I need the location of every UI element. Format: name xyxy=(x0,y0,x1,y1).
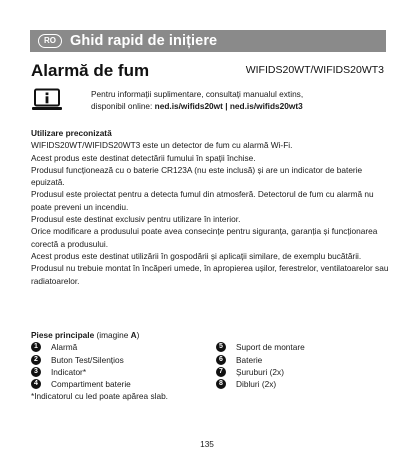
banner-title: Ghid rapid de inițiere xyxy=(70,33,218,49)
info-prefix: disponibil online: xyxy=(91,100,155,111)
list-item xyxy=(216,354,391,366)
main-parts-heading xyxy=(31,329,391,341)
manual-link-wt3[interactable]: ned.is/wifids20wt3 xyxy=(229,100,303,111)
list-item xyxy=(31,366,216,378)
number-badge: 6 xyxy=(216,355,226,365)
number-badge: 7 xyxy=(216,367,226,377)
info-text xyxy=(91,89,391,112)
list-item xyxy=(216,378,391,390)
list-item xyxy=(31,354,216,366)
header-banner xyxy=(30,30,386,52)
usage-paragraph: Produsul nu trebuie montat în încăperi umede, în apropierea ușilor, ferestrelor, ventilatoarelor sau radiatoarelor. xyxy=(31,263,389,286)
laptop-info-icon xyxy=(31,88,63,112)
image-ref: A xyxy=(130,330,137,340)
info-line-2 xyxy=(91,101,391,113)
usage-paragraph: Orice modificare a produsului poate avea consecințe pentru siguranța, garanția și funcționarea corectă a produsului. xyxy=(31,226,378,249)
part-label: Baterie xyxy=(236,354,263,365)
parts-heading-close: ) xyxy=(136,330,140,340)
part-label: Suport de montare xyxy=(236,342,305,353)
intended-use-heading: Utilizare preconizată xyxy=(31,128,112,138)
part-label: Șuruburi (2x) xyxy=(236,366,284,377)
list-item xyxy=(31,378,216,390)
list-item xyxy=(216,341,391,353)
intended-use-section xyxy=(31,127,391,287)
list-item xyxy=(216,366,391,378)
indicator-note: *Indicatorul cu led poate apărea slab. xyxy=(31,391,168,402)
parts-heading-suffix: (imagine xyxy=(94,330,131,340)
number-badge: 5 xyxy=(216,342,226,352)
number-badge: 2 xyxy=(31,355,41,365)
list-item xyxy=(31,341,216,353)
page-title: Alarmă de fum xyxy=(31,61,150,80)
part-label: Alarmă xyxy=(51,342,78,353)
language-badge: RO xyxy=(38,34,62,48)
part-label: Compartiment baterie xyxy=(51,379,131,390)
manual-link-wt[interactable]: ned.is/wifids20wt xyxy=(154,100,223,111)
part-label: Indicator* xyxy=(51,366,87,377)
part-label: Buton Test/Silențios xyxy=(51,354,124,365)
usage-paragraph: Produsul este destinat exclusiv pentru utilizare în interior. xyxy=(31,214,241,225)
number-badge: 3 xyxy=(31,367,41,377)
part-label: Dibluri (2x) xyxy=(236,379,277,390)
page-number: 135 xyxy=(200,439,214,449)
info-line-1: Pentru informații suplimentare, consultați manualul extins, xyxy=(91,89,304,99)
link-separator: | xyxy=(222,100,230,111)
number-badge: 4 xyxy=(31,379,41,389)
usage-paragraph: WIFIDS20WT/WIFIDS20WT3 este un detector de fum cu alarmă Wi-Fi. xyxy=(31,140,293,151)
number-badge: 8 xyxy=(216,379,226,389)
main-parts-section xyxy=(31,329,391,403)
usage-paragraph: Acest produs este destinat utilizării în gospodării și aplicații similare, de exemplu bucătării. xyxy=(31,250,362,261)
parts-heading-bold: Piese principale xyxy=(31,330,95,340)
usage-paragraph: Produsul funcționează cu o baterie CR123A (nu este inclusă) și are un indicator de baterie epuizată. xyxy=(31,164,363,188)
usage-paragraph: Acest produs este destinat detectării fumului în spații închise. xyxy=(31,152,256,163)
number-badge: 1 xyxy=(31,342,41,352)
model-number: WIFIDS20WT/WIFIDS20WT3 xyxy=(245,64,384,76)
parts-list xyxy=(31,341,391,390)
usage-paragraph: Produsul este proiectat pentru a detecta fumul din atmosferă. Detectorul de fum cu alarmă nu poate preveni un incendiu. xyxy=(31,189,374,212)
